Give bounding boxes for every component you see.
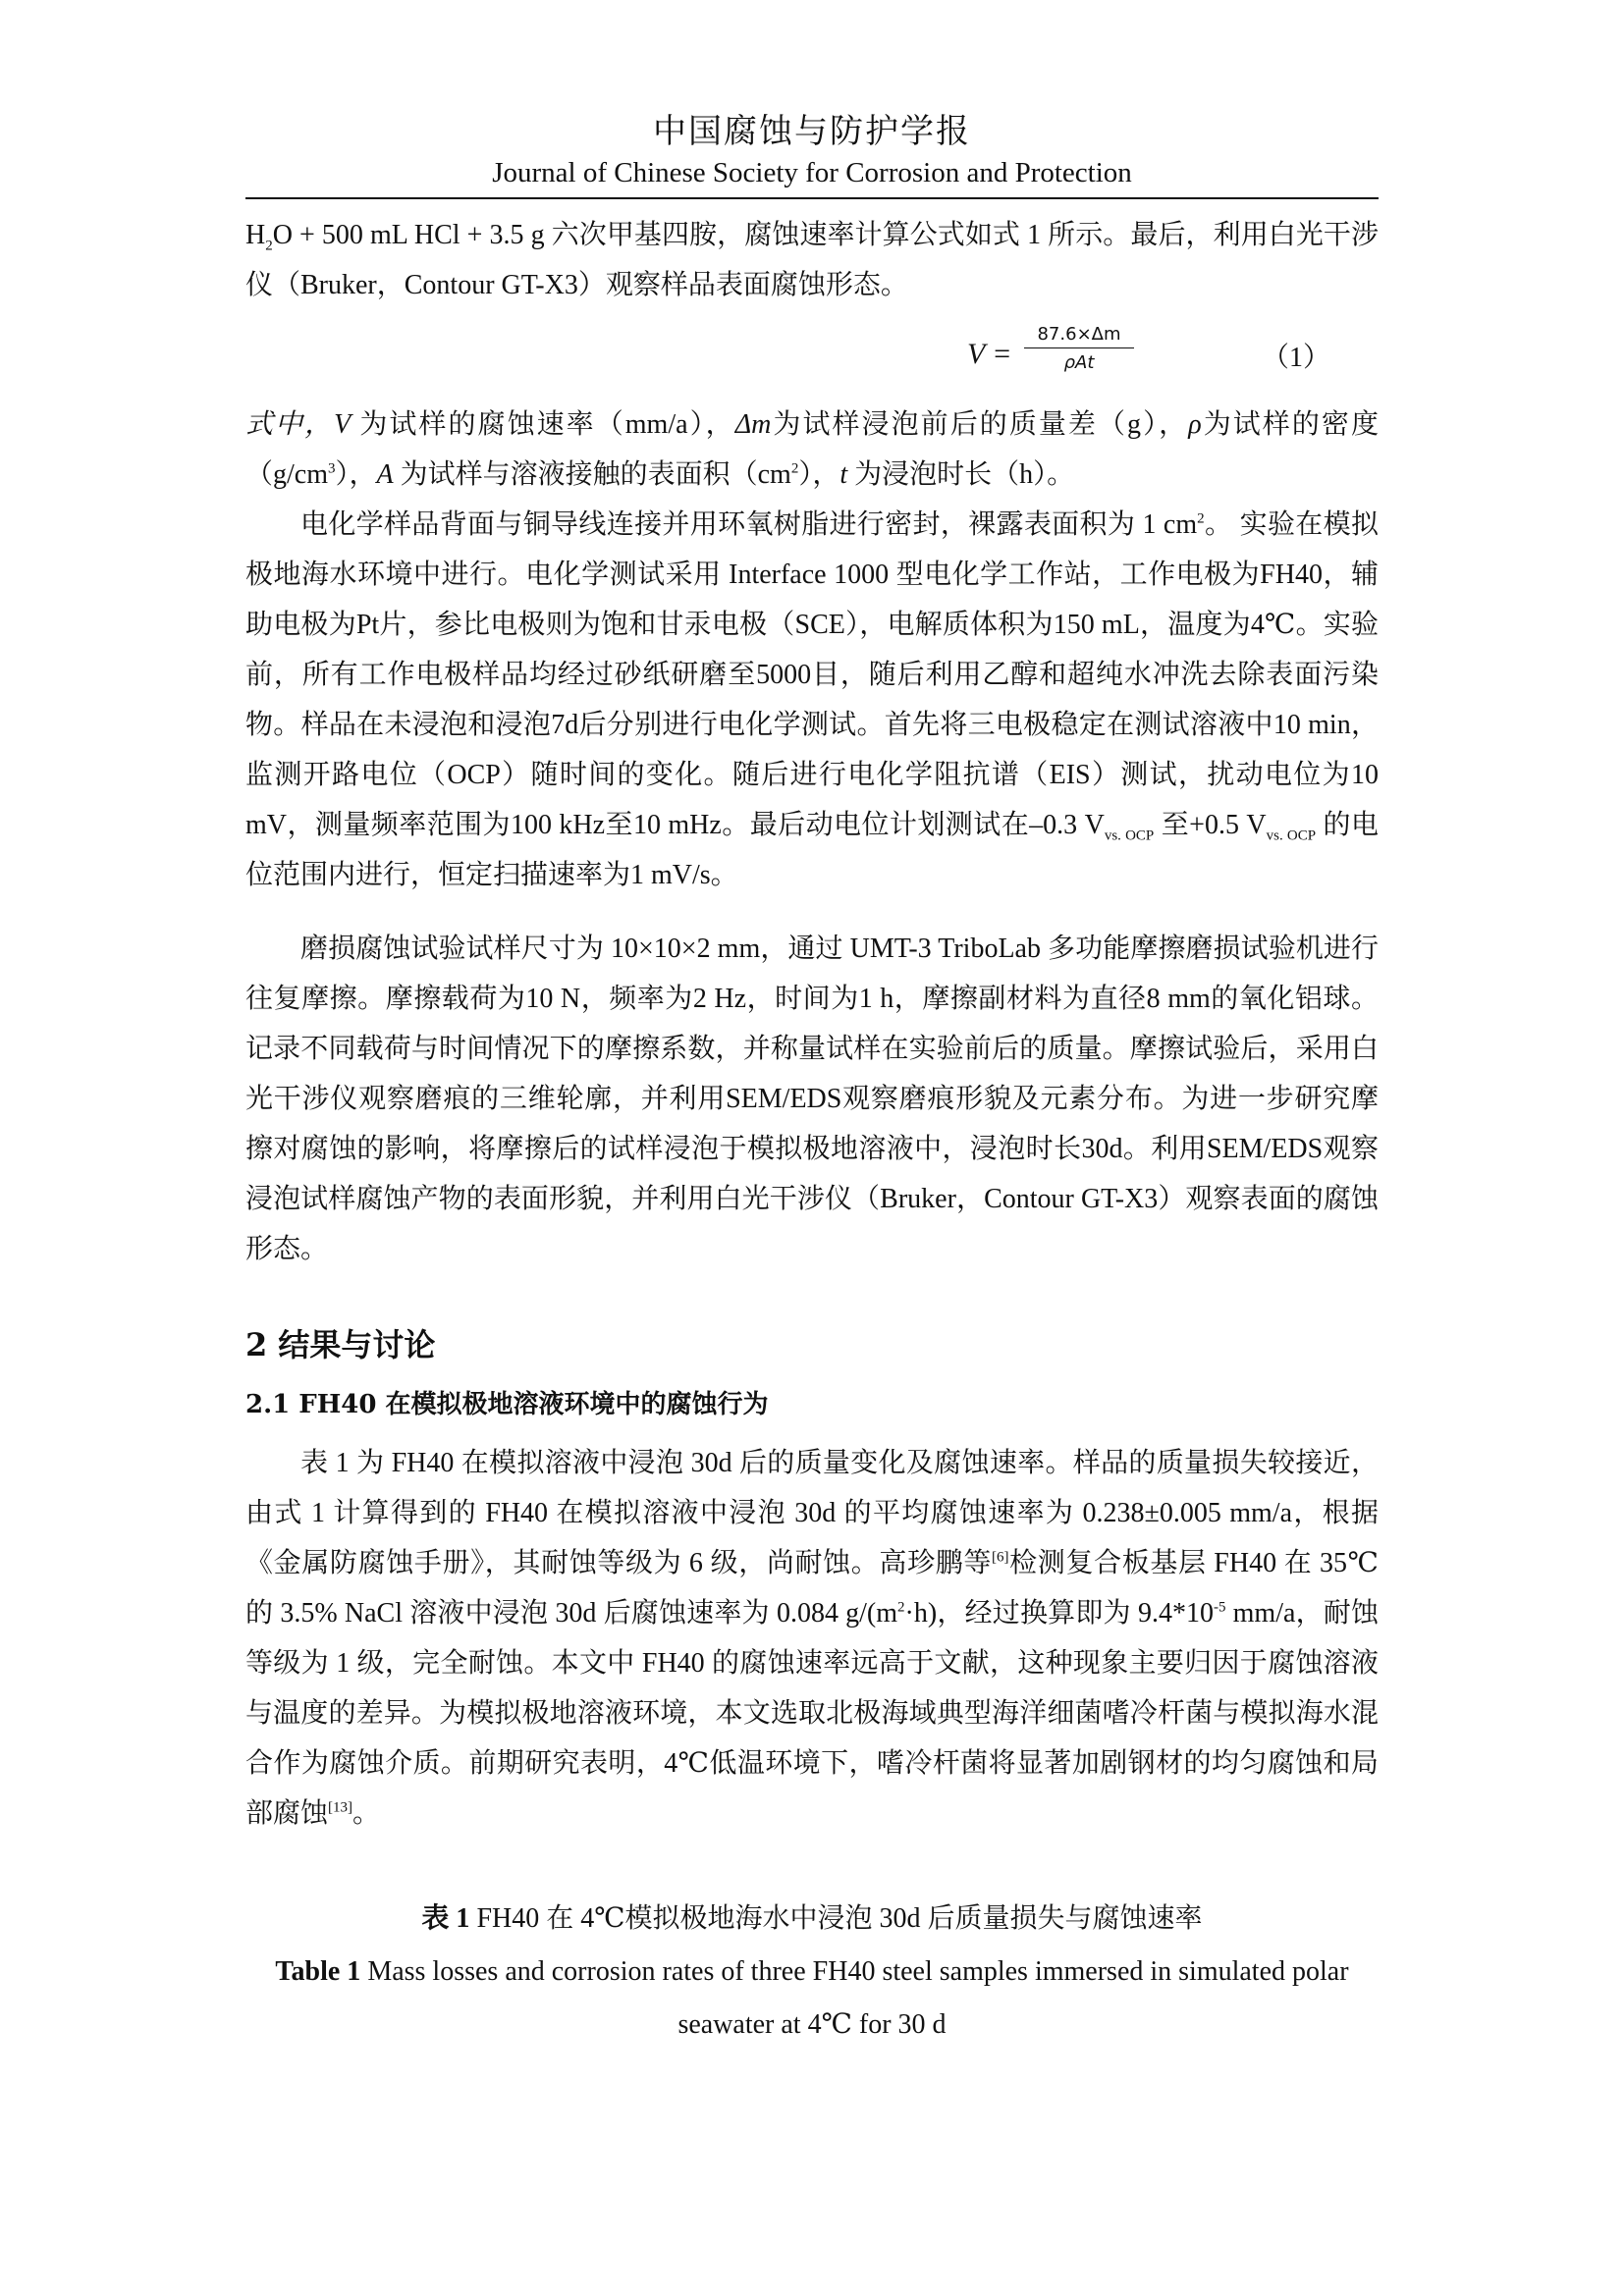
equation-lhs: V = xyxy=(967,338,1012,370)
section-heading: 2 结果与讨论 xyxy=(245,1326,436,1363)
paragraph-method-end: $H_2O + 500$ mL HCl + 3.5 g 六次甲基四胺，腐蚀速率计算公式如式 1 所示。最后，利用白光干涉仪（Bruker，Contour GT-X3）观察样品表面腐蚀形态。 xyxy=(245,220,1379,300)
equation-fraction xyxy=(1024,324,1134,373)
paragraph-variable-definitions: 式中，V 为试样的腐蚀速率（mm/a），Δm为试样浸泡前后的质量差（g），ρ为试样的密度$(g/cm^3)$，A 为试样与溶液接触的表面积$(cm^2)$，t 为浸泡时长（h）。 xyxy=(245,409,1379,490)
paragraph-electrochemical-method: 电化学样品背面与铜导线连接并用环氧树脂进行密封，裸露表面积为 1 $cm^2$。 实验在模拟极地海水环境中进行。电化学测试采用 Interface 1000 型电化学工作站，工作电极为FH40，辅助电极为Pt片，参比电极则为饱和甘汞电极（SCE），电解质体积为150 mL，温度为4℃。实验前，所有工作电极样品均经过砂纸研磨至5000目，随后利用乙醇和超纯水冲洗去除表面污染物。样品在未浸泡和浸泡7d后分别进行电化学测试。首先将三电极稳定在测试溶液中10 min，监测开路电位（OCP）随时间的变化。随后进行电化学阻抗谱（EIS）测试，扰动电位为10 mV，测量频率范围为100 kHz至10 mHz。最后动电位计划测试在–0.3 $V_{vs. OCP}$ 至+0.5 $V_{vs. OCP}$ 的电位范围内进行，恒定扫描速率为1 mV/s。 xyxy=(245,509,1379,890)
equation-number: （1） xyxy=(1262,343,1331,373)
journal-title-en: Journal of Chinese Society for Corrosion and Protection xyxy=(492,157,1132,188)
header-rule xyxy=(245,197,1379,199)
equation-numerator: 87.6×Δm xyxy=(1024,324,1134,348)
paragraph-tribocorrosion-method: 磨损腐蚀试验试样尺寸为 10×10×2 mm，通过 UMT-3 TriboLab 多功能摩擦磨损试验机进行往复摩擦。摩擦载荷为10 N，频率为2 Hz，时间为1 h，摩擦副材料为直径8 mm的氧化铝球。记录不同载荷与时间情况下的摩擦系数，并称量试样在实验前后的质量。摩擦试验后，采用白光干涉仪观察磨痕的三维轮廓，并利用SEM/EDS观察磨痕形貌及元素分布。为进一步研究摩擦对腐蚀的影响，将摩擦后的试样浸泡于模拟极地溶液中，浸泡时长30d。利用SEM/EDS观察浸泡试样腐蚀产物的表面形貌，并利用白光干涉仪（Bruker，Contour GT-X3）观察表面的腐蚀形态。 xyxy=(245,934,1379,1264)
subsection-heading: 2.1 FH40 在模拟极地溶液环境中的腐蚀行为 xyxy=(245,1390,769,1419)
journal-title-cn: 中国腐蚀与防护学报 xyxy=(653,112,971,151)
journal-header xyxy=(245,110,1379,192)
table-caption-cn: 表 1 FH40 在 4℃模拟极地海水中浸泡 30d 后质量损失与腐蚀速率 xyxy=(421,1903,1203,1934)
equation-1 xyxy=(245,324,1379,393)
equation-denominator: ρAt xyxy=(1063,352,1095,373)
paragraph-corrosion-results: 表 1 为 FH40 在模拟溶液中浸泡 30d 后的质量变化及腐蚀速率。样品的质量损失较接近，由式 1 计算得到的 FH40 在模拟溶液中浸泡 30d 的平均腐蚀速率为 0.238±0.005 mm/a，根据《金属防腐蚀手册》，其耐蚀等级为 6 级，尚耐蚀。高珍鹏等[6]检测复合板基层 FH40 在 35℃的 3.5% NaCl 溶液中浸泡 30d 后腐蚀速率为 0.084 $g/(m^2\cdot h)$，经过换算即为 $9.4*10^{-5}$ mm/a，耐蚀等级为 1 级，完全耐蚀。本文中 FH40 的腐蚀速率远高于文献，这种现象主要归因于腐蚀溶液与温度的差异。为模拟极地溶液环境，本文选取北极海域典型海洋细菌嗜冷杆菌与模拟海水混合作为腐蚀介质。前期研究表明，4℃低温环境下，嗜冷杆菌将显著加剧钢材的均匀腐蚀和局部腐蚀[13]。 xyxy=(245,1448,1380,1829)
table-caption-en: Table 1 Mass losses and corrosion rates of three FH40 steel samples immersed in simulated polar seawater at 4℃ for 30 d xyxy=(275,1956,1349,2040)
